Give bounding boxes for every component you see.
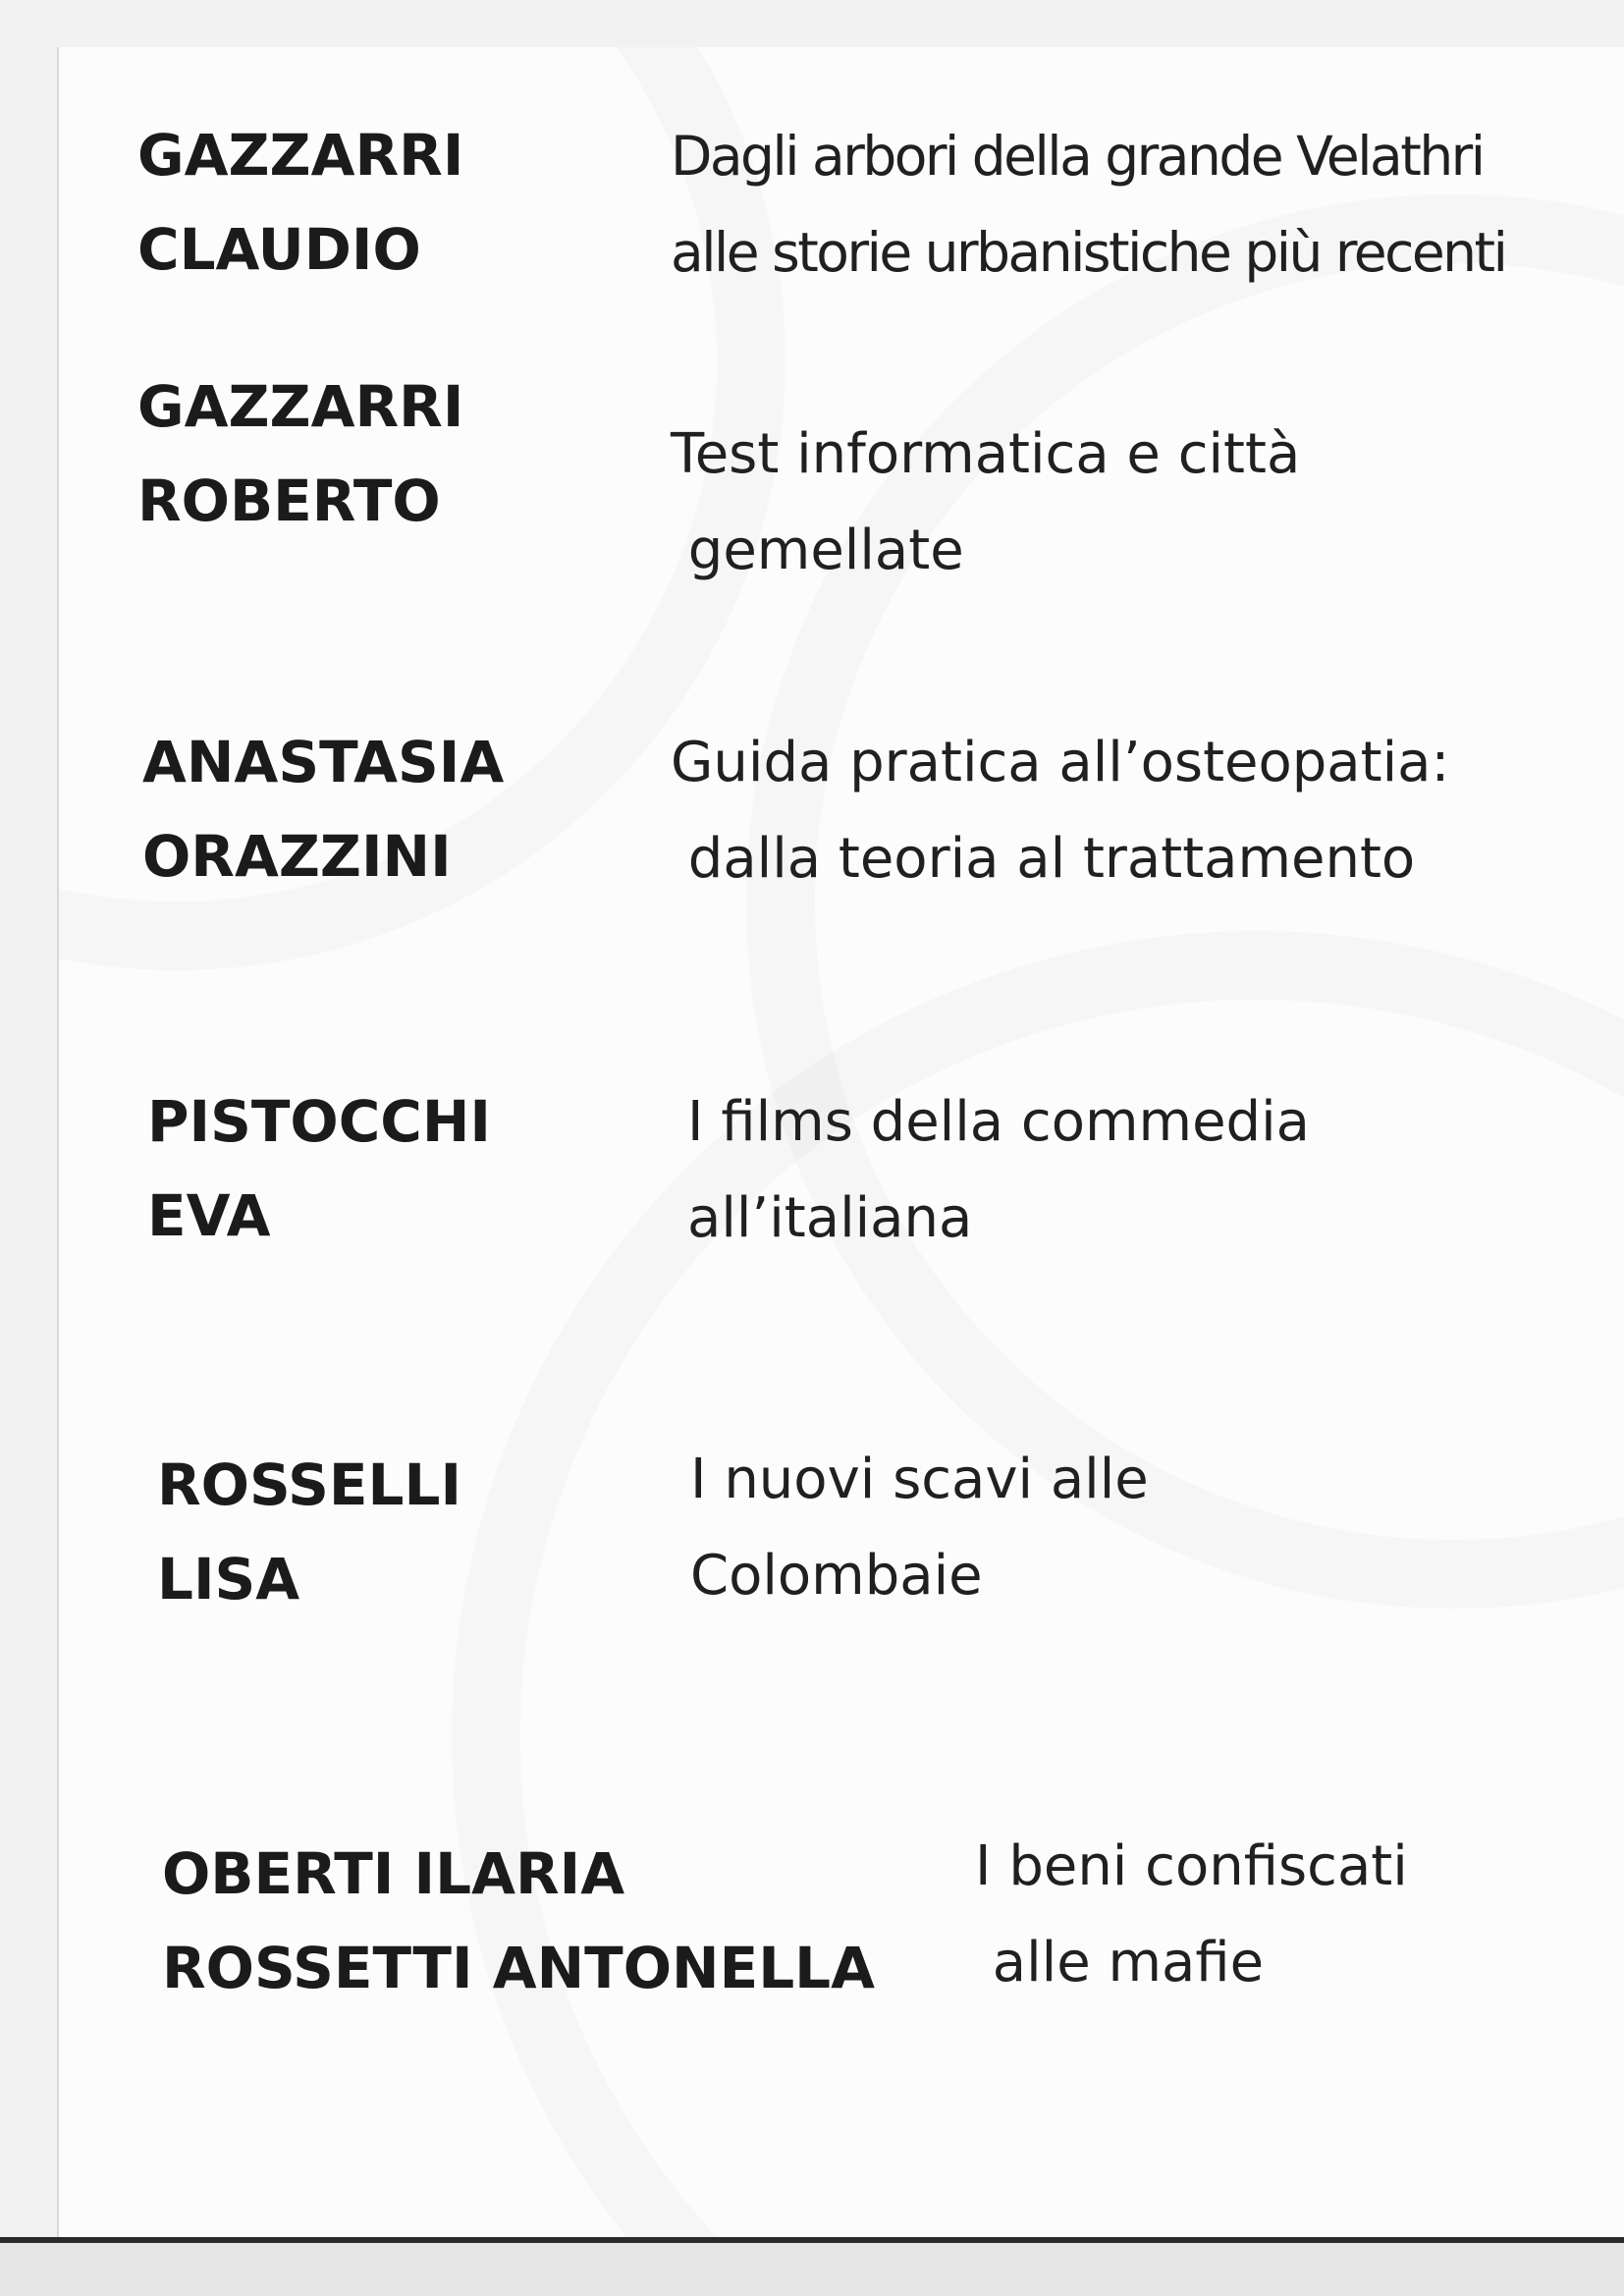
author-name: GAZZARRI CLAUDIO bbox=[137, 122, 464, 283]
author-name: ROSSELLI LISA bbox=[157, 1451, 462, 1613]
author-name: OBERTI ILARIA ROSSETTI ANTONELLA bbox=[162, 1840, 876, 2001]
talk-title: Guida pratica all’osteopatia: dalla teoria al trattamento bbox=[671, 731, 1450, 891]
page-left-edge bbox=[57, 47, 59, 2237]
talk-title: I beni confiscati alle mafie bbox=[975, 1834, 1408, 1995]
talk-title: I nuovi scavi alle Colombaie bbox=[690, 1448, 1149, 1608]
talk-title: Test informatica e città gemellate bbox=[671, 422, 1301, 582]
author-name: PISTOCCHI EVA bbox=[147, 1088, 491, 1249]
scanner-margin bbox=[0, 2243, 1624, 2296]
talk-title: I films della commedia all’italiana bbox=[687, 1090, 1310, 1250]
author-name: GAZZARRI ROBERTO bbox=[137, 373, 464, 534]
talk-title: Dagli arbori della grande Velathri alle storie urbanistiche più recenti bbox=[671, 125, 1506, 284]
author-name: ANASTASIA ORAZZINI bbox=[142, 729, 505, 890]
